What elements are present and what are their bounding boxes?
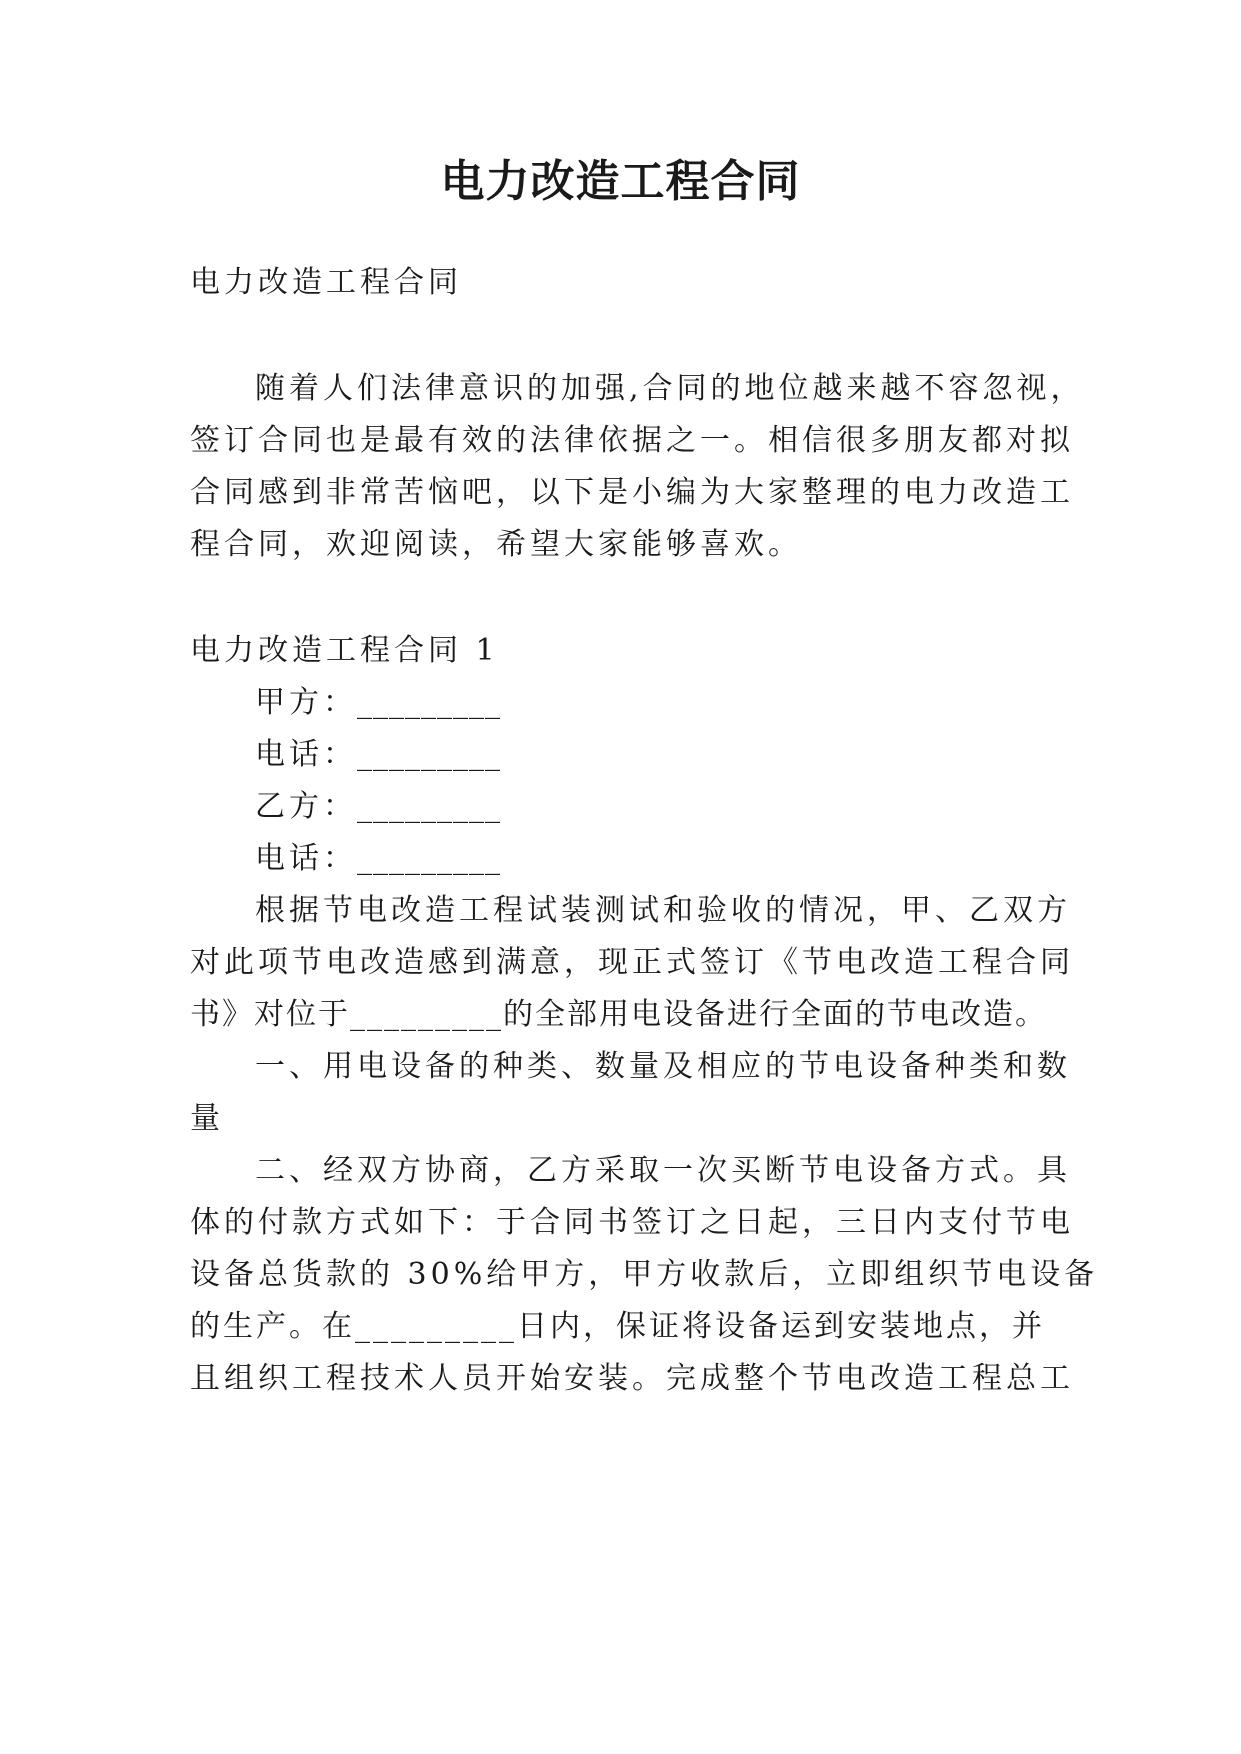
party-b-phone-row [255,838,1135,880]
body-line-3: 书》对位于_________的全部用电设备进行全面的节电改造。 [190,997,1047,1032]
intro-line-4: 程合同，欢迎阅读，希望大家能够喜欢。 [190,527,802,562]
body-line-2: 对此项节电改造感到满意，现正式签订《节电改造工程合同 [190,945,1074,980]
clause-2-line-3: 设备总货款的 30%给甲方，甲方收款后，立即组织节电设备 [190,1257,1099,1292]
party-a-row [255,682,1135,724]
party-a-blank: _________ [357,685,501,720]
party-a-label: 甲方： [255,685,357,720]
party-b-label: 乙方： [255,789,357,824]
clause-1-line-2: 量 [190,1101,224,1136]
intro-line-1: 随着人们法律意识的加强,合同的地位越来越不容忽视， [255,371,1085,406]
party-a-phone-row [255,734,1135,776]
party-b-blank: _________ [357,789,501,824]
clause-1-line-1: 一、用电设备的种类、数量及相应的节电设备种类和数 [255,1049,1071,1084]
body-line-1: 根据节电改造工程试装测试和验收的情况，甲、乙双方 [255,893,1071,928]
party-b-row [255,786,1135,828]
contract-heading: 电力改造工程合同 1 [190,633,499,668]
clause-2-line-2: 体的付款方式如下：于合同书签订之日起，三日内支付节电 [190,1205,1074,1240]
party-b-phone-label: 电话： [255,841,357,876]
intro-line-2: 签订合同也是最有效的法律依据之一。相信很多朋友都对拟 [190,423,1074,458]
intro-line-3: 合同感到非常苦恼吧，以下是小编为大家整理的电力改造工 [190,475,1074,510]
document-title: 电力改造工程合同 [440,156,801,207]
party-a-phone-label: 电话： [255,737,357,772]
party-b-phone-blank: _________ [357,841,501,876]
clause-2-line-1: 二、经双方协商，乙方采取一次买断节电设备方式。具 [255,1153,1071,1188]
clause-2-line-5: 且组织工程技术人员开始安装。完成整个节电改造工程总工 [190,1361,1074,1396]
party-a-phone-blank: _________ [357,737,501,772]
document-subtitle: 电力改造工程合同 [190,265,462,300]
clause-2-line-4: 的生产。在_________日内，保证将设备运到安装地点，并 [190,1309,1045,1344]
